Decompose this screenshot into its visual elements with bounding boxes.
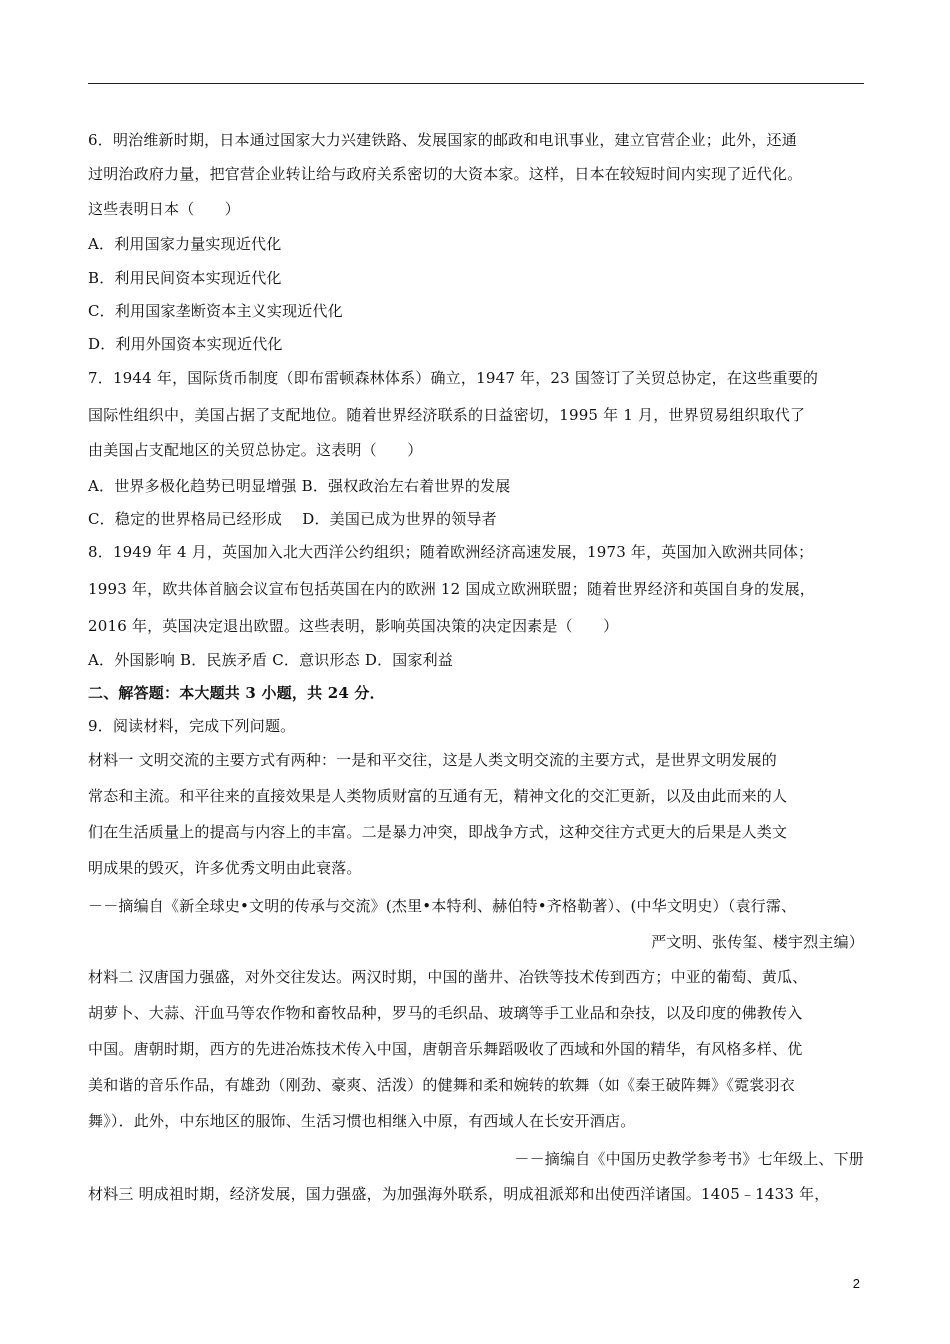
material-2-line-4: 美和谐的音乐作品，有雄劲（刚劲、豪爽、活泼）的健舞和柔和婉转的软舞（如《秦王破阵舞》《霓裳羽衣 xyxy=(88,1076,795,1094)
source-2: －－摘编自《中国历史教学参考书》七年级上、下册 xyxy=(514,1150,864,1168)
source-1-line-2: 严文明、张传玺、楼宇烈主编） xyxy=(651,933,864,951)
source-1-line-1: －－摘编自《新全球史•文明的传承与交流》(杰里•本特利、赫伯特•齐格勒著）、(中华文明史）（袁行霈、 xyxy=(88,897,797,915)
q8-stem-line-1: 8．1949 年 4 月，英国加入北大西洋公约组织；随着欧洲经济高速发展，1973 年，英国加入欧洲共同体； xyxy=(88,543,814,561)
q7-stem-line-3: 由美国占支配地区的关贸总协定。这表明（ ） xyxy=(88,441,423,459)
q8-stem-line-3: 2016 年，英国决定退出欧盟。这些表明，影响英国决策的决定因素是（ ） xyxy=(88,617,619,635)
q7-options-cd: C．稳定的世界格局已经形成 D．美国已成为世界的领导者 xyxy=(88,510,497,528)
q7-stem-line-1: 7．1944 年，国际货币制度（即布雷顿森林体系）确立，1947 年，23 国签订了关贸总协定，在这些重要的 xyxy=(88,369,819,387)
material-2-line-3: 中国。唐朝时期，西方的先进冶炼技术传入中国，唐朝音乐舞蹈吸收了西域和外国的精华，有风格多样、优 xyxy=(88,1040,803,1058)
q6-stem-line-3: 这些表明日本（ ） xyxy=(88,200,241,218)
q6-option-b: B．利用民间资本实现近代化 xyxy=(88,269,282,287)
material-2-line-2: 胡萝卜、大蒜、汗血马等农作物和畜牧品种，罗马的毛织品、玻璃等手工业品和杂技，以及印度的佛教传入 xyxy=(88,1004,803,1022)
q7-stem-line-2: 国际性组织中，美国占据了支配地位。随着世界经济联系的日益密切，1995 年 1 月，世界贸易组织取代了 xyxy=(88,406,806,424)
material-1-line-1: 材料一 文明交流的主要方式有两种：一是和平交往，这是人类文明交流的主要方式，是世界文明发展的 xyxy=(88,751,777,769)
q7-options-ab: A．世界多极化趋势已明显增强 B．强权政治左右着世界的发展 xyxy=(88,477,511,495)
header-rule xyxy=(88,83,864,84)
material-1-line-4: 明成果的毁灭，许多优秀文明由此衰落。 xyxy=(88,859,362,877)
page-number: 2 xyxy=(852,1276,860,1291)
q6-stem-line-1: 6．明治维新时期，日本通过国家大力兴建铁路、发展国家的邮政和电讯事业，建立官营企业；此外，还通 xyxy=(88,131,797,149)
q8-stem-line-2: 1993 年，欧共体首脑会议宣布包括英国在内的欧洲 12 国成立欧洲联盟；随着世界经济和英国自身的发展， xyxy=(88,580,815,598)
material-2-line-5: 舞》）．此外，中东地区的服饰、生活习惯也相继入中原，有西域人在长安开酒店。 xyxy=(88,1112,636,1130)
material-1-line-2: 常态和主流。和平往来的直接效果是人类物质财富的互通有无，精神文化的交汇更新，以及由此而来的人 xyxy=(88,787,788,805)
material-3-line-1: 材料三 明成祖时期，经济发展，国力强盛，为加强海外联系，明成祖派郑和出使西洋诸国。1405﹣1433 年， xyxy=(88,1185,830,1203)
section-heading: 二、解答题：本大题共 3 小题，共 24 分． xyxy=(88,684,385,702)
material-2-line-1: 材料二 汉唐国力强盛，对外交往发达。两汉时期，中国的凿井、冶铁等技术传到西方；中亚的葡萄、黄瓜、 xyxy=(88,968,808,986)
q6-option-c: C．利用国家垄断资本主义实现近代化 xyxy=(88,302,343,320)
q6-option-a: A．利用国家力量实现近代化 xyxy=(88,235,282,253)
q9-intro: 9．阅读材料，完成下列问题。 xyxy=(88,717,296,735)
q6-stem-line-2: 过明治政府力量，把官营企业转让给与政府关系密切的大资本家。这样，日本在较短时间内实现了近代化。 xyxy=(88,165,803,183)
q8-options: A．外国影响 B．民族矛盾 C．意识形态 D．国家利益 xyxy=(88,651,454,669)
q6-option-d: D．利用外国资本实现近代化 xyxy=(88,335,283,353)
material-1-line-3: 们在生活质量上的提高与内容上的丰富。二是暴力冲突，即战争方式，这种交往方式更大的后果是人类文 xyxy=(88,823,788,841)
